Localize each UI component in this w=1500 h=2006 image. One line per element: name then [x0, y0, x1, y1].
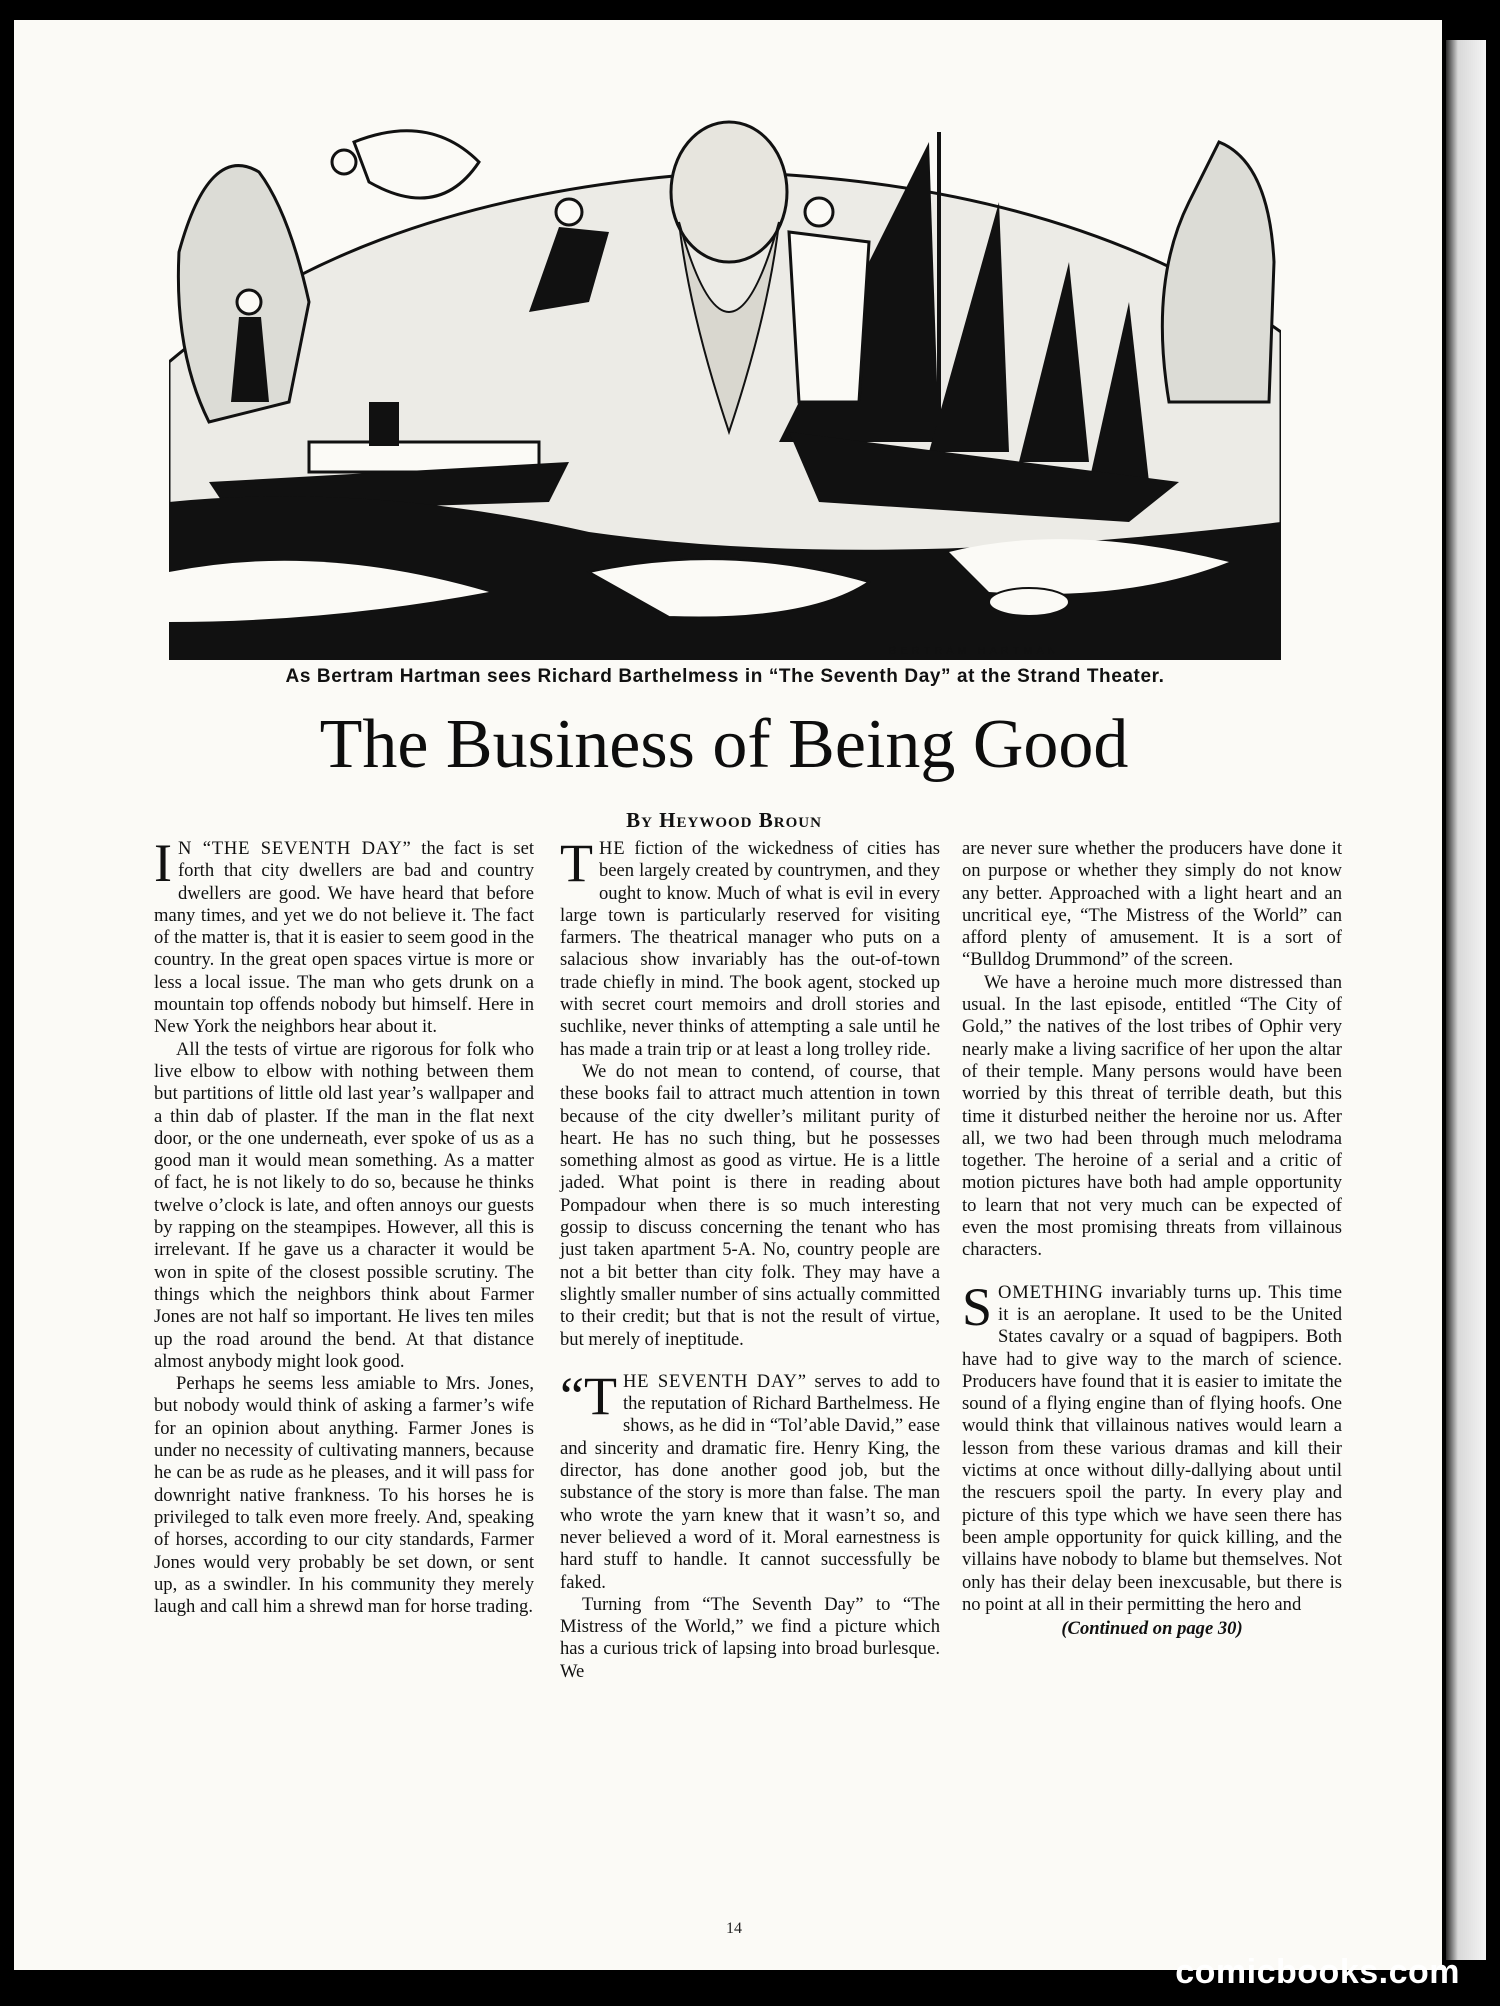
next-page-edge: [1446, 40, 1486, 1960]
page-number: 14: [726, 1920, 742, 1937]
continued-note: (Continued on page 30): [1061, 1618, 1243, 1640]
column-2: [560, 833, 940, 1908]
column-3: [962, 838, 1342, 1908]
paragraph: Turning from “The Seventh Day” to “The Mistress of the World,” we find a picture which has a curious trick of lapsing into broad burlesque. We: [560, 1593, 940, 1682]
article-title: The Business of Being Good: [319, 706, 1129, 783]
illustration-caption: As Bertram Hartman sees Richard Barthelmess in “The Seventh Day” at the Strand Theater.: [285, 666, 1165, 687]
paragraph-text: fiction of the wickedness of cities has been largely created by countrymen, and they ought to know. Much of what is evil in every large town is particularly reserved for visiting farmers. The theatrical manager who puts on a salacious show invariably has the out-of-town trade chiefly in mind. The book agent, stocked up with secret court memoirs and droll stories and suchlike, never thinks of attempting a sale until he has made a train trip or at least a long trolley ride.: [560, 838, 940, 1060]
drop-cap: “T: [560, 1365, 617, 1426]
paragraph: [154, 833, 534, 1039]
paragraph: Perhaps he seems less amiable to Mrs. Jones, but nobody would think of asking a farmer’s wife for an opinion about anything. Farmer Jones is under no necessity of cultivating manners, because he can be as rude as he pleases, and it will pass for downright native frankness. To his horses he is privileged to talk even more freely. And, speaking of horses, according to our city standards, Farmer Jones would very probably be set down, or sent up, as a swindler. In his community they merely laugh and call him a shrewd man for horse trading.: [154, 1373, 534, 1618]
watermark: comicbooks.com: [1175, 1953, 1460, 1991]
lead-words: HE: [599, 838, 626, 859]
illustration-drawing: [169, 102, 1281, 660]
lead-words: HE SEVENTH DAY”: [622, 1370, 807, 1392]
paragraph: are never sure whether the producers have done it on purpose or whether they simply do not know any better. Approached with a light heart and an uncritical eye, “The Mistress of the World” can afford plenty of amusement. It is a sort of “Bulldog Drummond” of the screen.: [962, 838, 1342, 971]
paragraph: All the tests of virtue are rigorous for folk who live elbow to elbow with nothing between them but partitions of little old last year’s wallpaper and a thin dab of plaster. If the man in the flat next door, or the one underneath, ever spoke of us as a good man it would mean something. As a matter of fact, he is not likely to do so, because he thinks twelve o’clock is late, and often annoys our guests by rapping on the steampipes. However, all this is irrelevant. If he gave us a character it would be won in spite of the closest possible scrutiny. The things which the neighbors think about Farmer Jones are not half so important. He lives ten miles up the road around the bend. At that distance almost anybody might look good.: [154, 1038, 534, 1372]
illustration: [169, 102, 1281, 660]
article-byline: By Heywood Broun: [626, 808, 822, 832]
magazine-page: [14, 20, 1442, 1970]
paragraph-text: invariably turns up. This time it is an aeroplane. It used to be the United States cavalry or a squad of bagpipers. Both have had to give way to the march of science. Producers have found that it is easier to imitate the sound of a flying engine than of flying hoofs. One would think that villainous natives would learn a lesson from these various dramas and kill their victims at once without dilly-dallying about until the rescuers spoil the party. In every play and picture of this type which we have seen there has been ample opportunity for quick killing, and the villains have nobody to blame but themselves. Not only has their delay been inexcusable, but there is no point at all in their permitting the hero and: [962, 1281, 1342, 1615]
column-1: [154, 833, 534, 1908]
lead-words: N “THE SEVENTH DAY”: [177, 838, 412, 859]
drop-cap: I: [154, 833, 172, 893]
paragraph: [962, 1276, 1342, 1616]
lead-words: OMETHING: [998, 1281, 1104, 1303]
paragraph-text: serves to add to the reputation of Richard Barthelmess. He shows, as he did in “Tol’able David,” ease and sincerity and dramatic fire. Henry King, the director, has done another good job, but the substance of the story is more than false. The man who wrote the yarn knew that it wasn’t so, and never believed a word of it. Moral earnestness is hard stuff to handle. It cannot successfully be faked.: [560, 1370, 940, 1593]
artist-signature: BERTRAM HARTMAN: [889, 645, 1060, 657]
paragraph: We have a heroine much more distressed than usual. In the last episode, entitled “The City of Gold,” the natives of the lost tribes of Ophir very nearly make a living sacrifice of her upon the altar of their temple. Many persons would have been worried by this threat of terrible death, but this time it disturbed neither the heroine nor us. After all, we two had been through much melodrama together. The heroine of a serial and a critic of motion pictures have both had ample opportunity to learn that not very much can be expected of even the most promising threats from villainous characters.: [962, 971, 1342, 1261]
paragraph: We do not mean to contend, of course, that these books fail to attract much attention in town because of the city dweller’s militant purity of heart. He has no such thing, but he possesses something almost as good as virtue. He is a little jaded. What point is there in reading about Pompadour when there is so much interesting gossip to discuss concerning the tenant who has just taken apartment 5-A. No, country people are not a bit better than city folk. They may have a slightly smaller number of sins actually committed to their credit; but that is not the result of virtue, but merely of ineptitude.: [560, 1060, 940, 1350]
paragraph: [560, 833, 940, 1061]
paragraph: [560, 1365, 940, 1594]
paragraph-text: the fact is set forth that city dwellers are bad and country dwellers are good. We have heard that before many times, and yet we do not believe it. The fact of the matter is, that it is easier to seem good in the country. In the great open spaces virtue is more or less a local issue. The man who gets drunk on a mountain top offends nobody but himself. Here in New York the neighbors hear about it.: [154, 838, 534, 1038]
drop-cap: S: [962, 1276, 993, 1337]
drop-cap: T: [560, 833, 593, 893]
